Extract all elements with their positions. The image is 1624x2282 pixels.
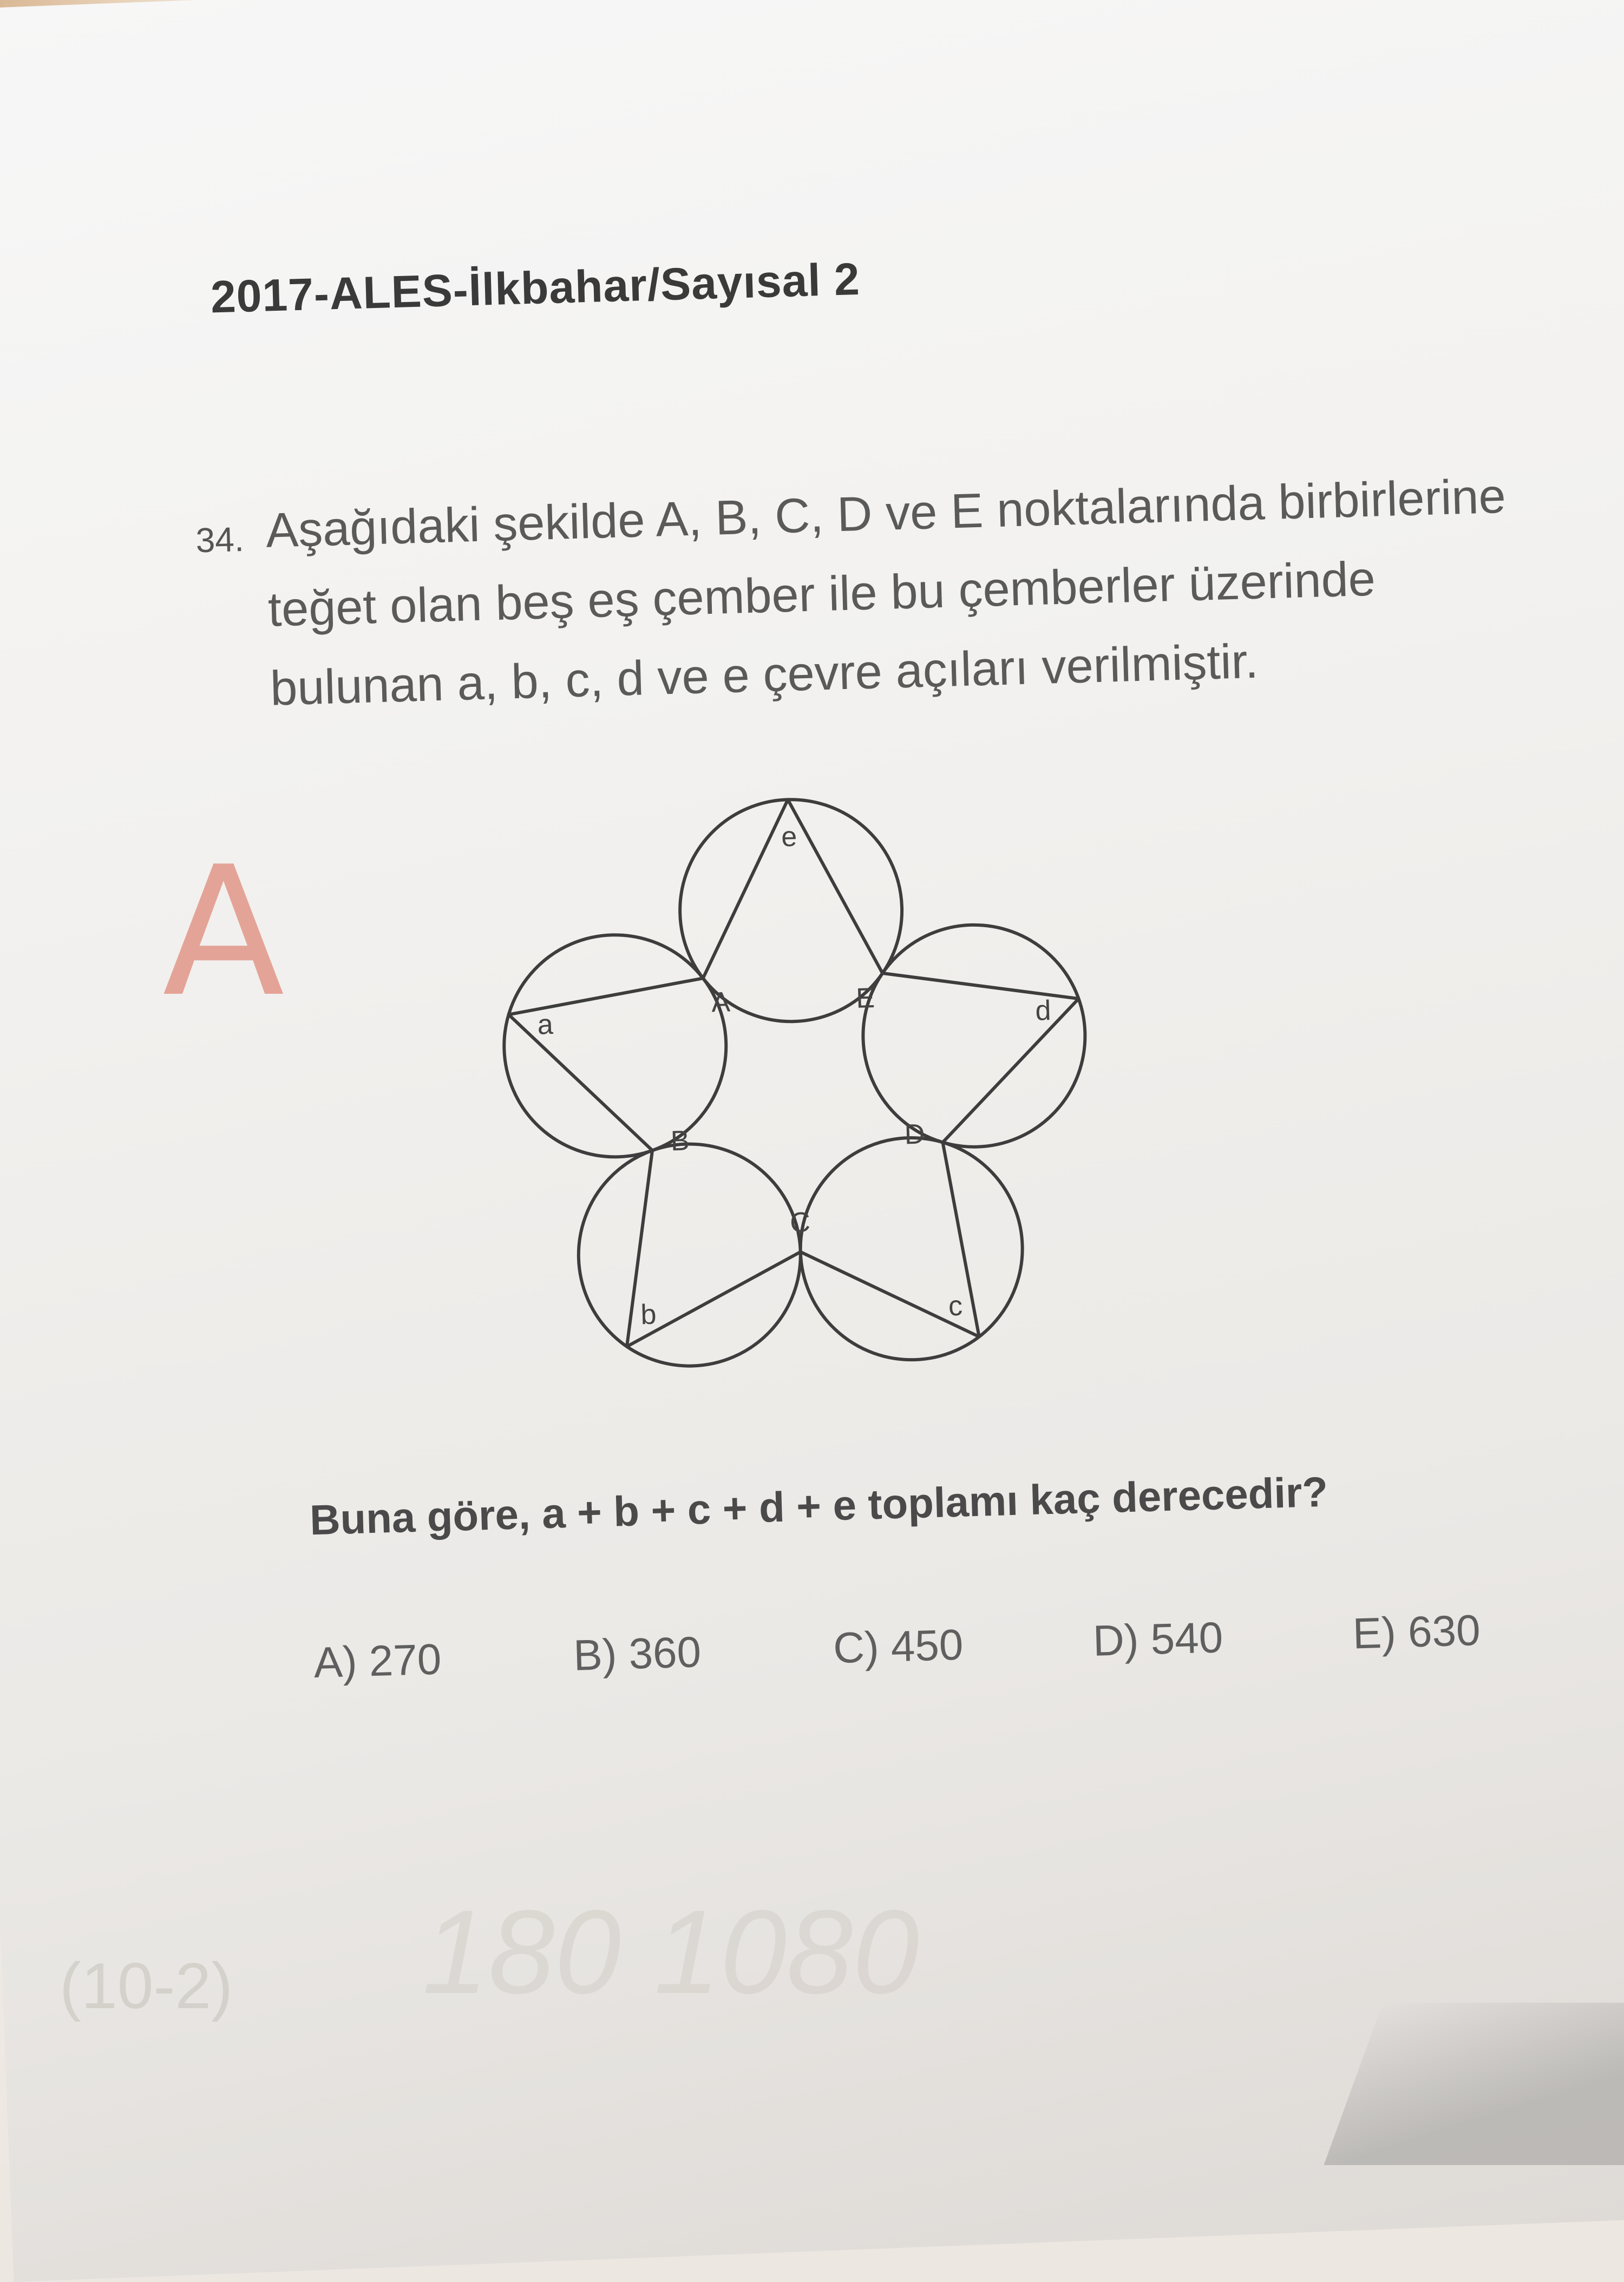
tangent-label-a-point: A xyxy=(711,986,731,1019)
tangent-label-b-point: B xyxy=(670,1125,690,1157)
faint-handwritten-note: (10-2) xyxy=(60,1950,233,2022)
choice-b[interactable]: B) 360 xyxy=(573,1628,702,1680)
question-prompt: Buna göre, a + b + c + d + e toplamı kaç derecedir? xyxy=(309,1467,1329,1544)
choice-c[interactable]: C) 450 xyxy=(832,1620,964,1673)
chord-d-1 xyxy=(939,999,1082,1142)
angle-label-b: b xyxy=(640,1299,657,1331)
chord-e-2 xyxy=(698,799,793,978)
choice-d[interactable]: D) 540 xyxy=(1092,1613,1224,1665)
answer-choices xyxy=(313,1603,1559,1703)
angle-label-c: c xyxy=(948,1290,963,1322)
five-circles-figure xyxy=(435,738,1158,1461)
chord-a-2 xyxy=(509,1008,652,1154)
circle-d xyxy=(860,922,1088,1150)
chord-e-1 xyxy=(788,797,882,976)
tangent-label-d-point: D xyxy=(903,1118,926,1151)
faint-handwritten-numbers: 180 1080 xyxy=(422,1885,919,2018)
tangent-label-e-point: E xyxy=(855,982,875,1014)
question-text: Aşağıdaki şekilde A, B, C, D ve E noktalarında birbirlerine teğet olan beş eş çember ile bu çemberler üzerinde bulunan a, b, c, d ve e çevre açıları verilmiştir. xyxy=(265,469,1507,716)
handwritten-answer-mark: A xyxy=(162,828,285,1036)
angle-label-d: d xyxy=(1034,995,1052,1027)
choice-a[interactable]: A) 270 xyxy=(313,1635,442,1687)
exam-header: 2017-ALES-İlkbahar/Sayısal 2 xyxy=(209,253,861,323)
circle-c xyxy=(797,1135,1025,1363)
figure-svg xyxy=(435,738,1158,1461)
angle-label-a: a xyxy=(536,1008,554,1041)
question-number: 34. xyxy=(195,519,245,560)
choice-e[interactable]: E) 630 xyxy=(1352,1605,1481,1658)
angle-label-e: e xyxy=(781,821,798,853)
tangent-label-c-point: C xyxy=(789,1206,811,1239)
circle-b xyxy=(575,1141,803,1369)
